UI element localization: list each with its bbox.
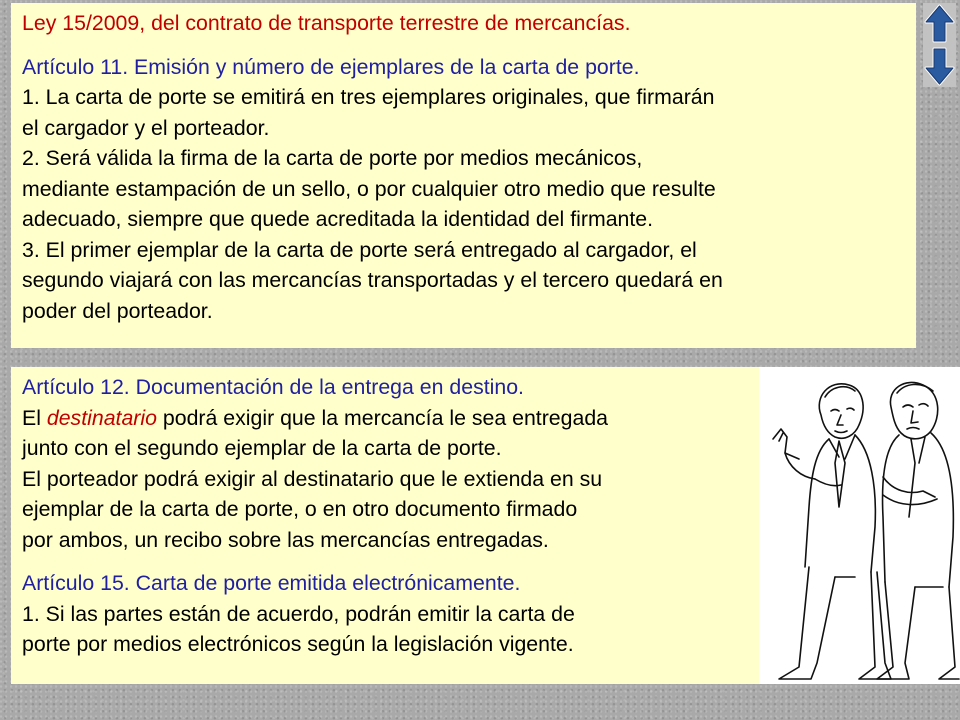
article-11-p3-line1: 3. El primer ejemplar de la carta de porte será entregado al cargador, el [22, 237, 697, 262]
law-title: Ley 15/2009, del contrato de transporte terrestre de mercancías. [22, 11, 631, 35]
article-12-line1 [22, 403, 751, 434]
arrow-down-icon[interactable] [924, 46, 955, 87]
article-15-line1: 1. Si las partes están de acuerdo, podrán emitir la carta de [22, 601, 575, 626]
article-11-p2-line3: adecuado, siempre que quede acreditada la identidad del firmante. [22, 207, 654, 231]
article-12-heading: Artículo 12. Documentación de la entrega en destino. [22, 375, 524, 399]
slide-navigation [923, 3, 956, 87]
law-text-panel-top [11, 3, 916, 348]
destinatario-term: destinatario [46, 405, 157, 430]
article-11-p1-line1: 1. La carta de porte se emitirá en tres ejemplares originales, que firmarán [22, 85, 715, 109]
arrow-up-icon[interactable] [924, 3, 955, 44]
article-12-line1-post: podrá exigir que la mercancía le sea entregada [156, 405, 609, 430]
article-11-heading: Artículo 11. Emisión y número de ejemplares de la carta de porte. [22, 54, 640, 79]
law-text-panel-bottom [11, 367, 759, 684]
article-11-p2-line1: 2. Será válida la firma de la carta de porte por medios mecánicos, [22, 146, 643, 170]
article-11-p3-line2: segundo viajará con las mercancías transportadas y el tercero quedará en [22, 268, 723, 292]
article-15-heading: Artículo 15. Carta de porte emitida electrónicamente. [22, 571, 521, 595]
two-men-arguing-illustration [759, 367, 960, 684]
article-11-p2-line2: mediante estampación de un sello, o por cualquier otro medio que resulte [22, 176, 716, 201]
article-12-line4: ejemplar de la carta de porte, o en otro documento firmado [22, 497, 578, 521]
article-11-p1-line2: el cargador y el porteador. [22, 115, 270, 140]
article-12-line2: junto con el segundo ejemplar de la carta de porte. [22, 436, 502, 460]
article-15-line2: porte por medios electrónicos según la legislación vigente. [22, 632, 574, 656]
article-12-line5: por ambos, un recibo sobre las mercancías entregadas. [22, 527, 549, 552]
article-12-line1-pre: El [22, 405, 47, 430]
article-12-line3: El porteador podrá exigir al destinatario que le extienda en su [22, 466, 603, 491]
article-11-p3-line3: poder del porteador. [22, 298, 213, 323]
